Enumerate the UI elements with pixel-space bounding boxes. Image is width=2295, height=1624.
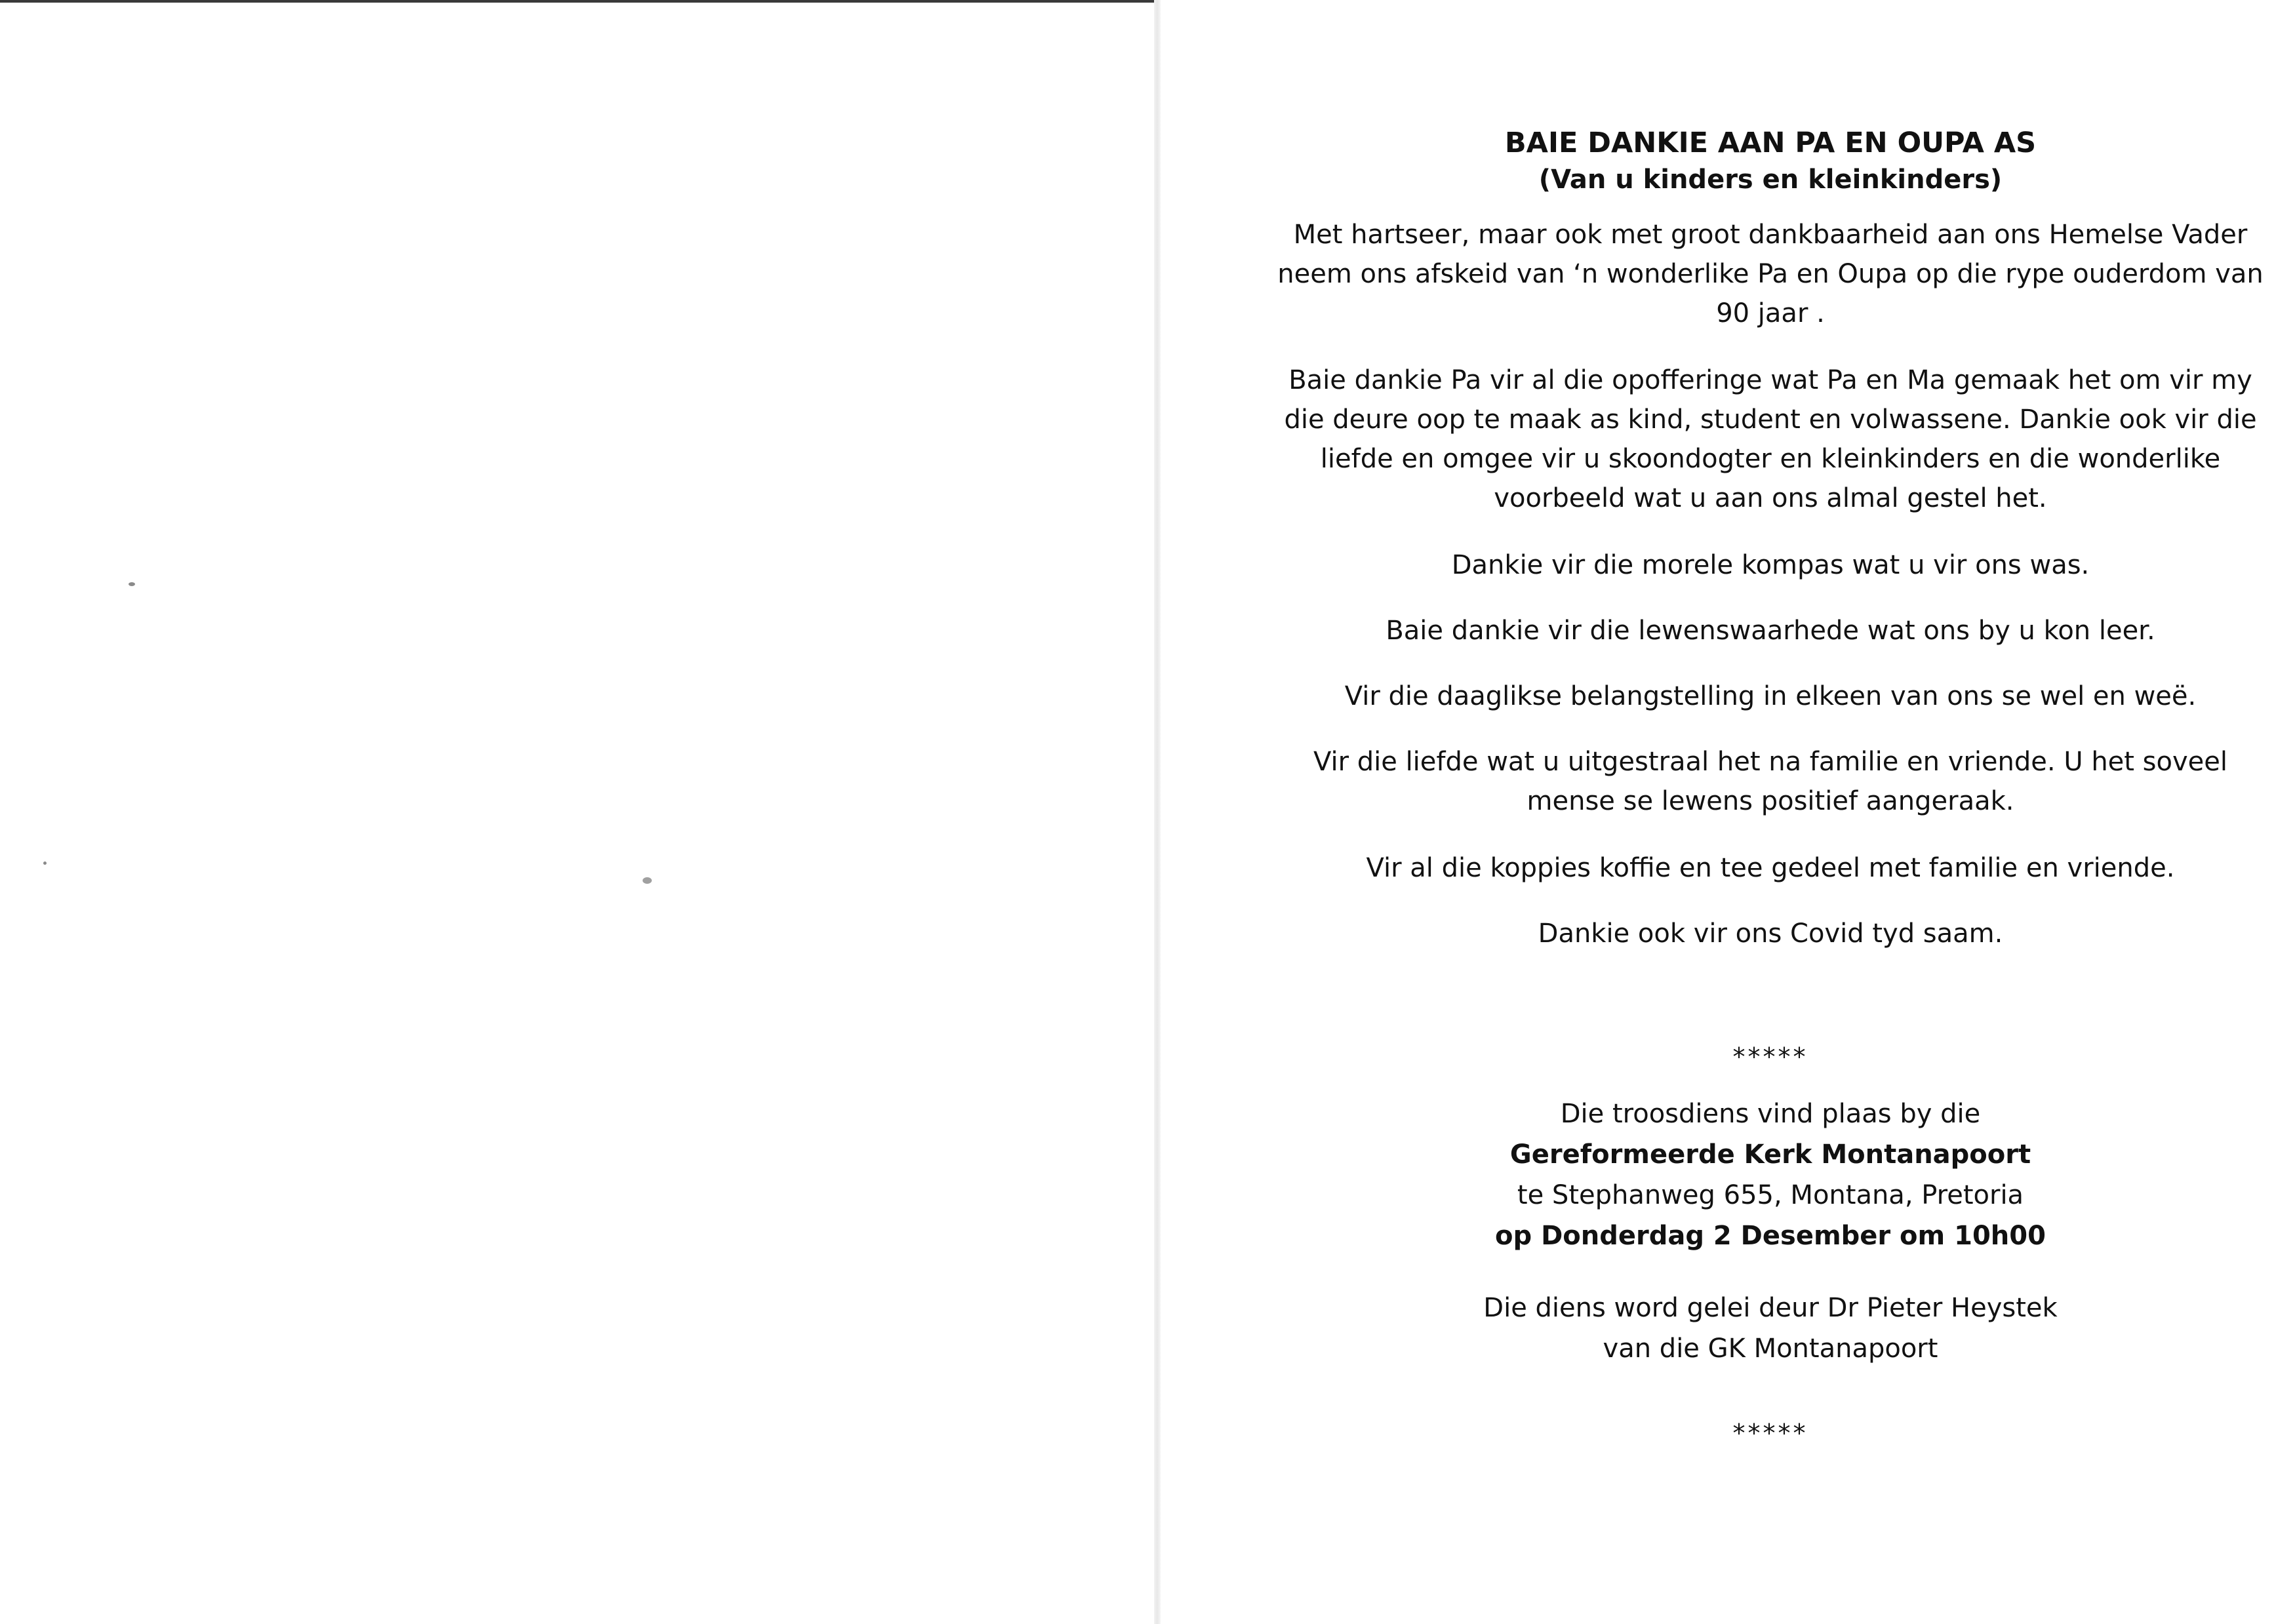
scan-speck (129, 582, 135, 586)
spacer (1266, 1256, 2275, 1288)
paragraph-life-truths: Baie dankie vir die lewenswaarhede wat ons by u kon leer. (1386, 616, 2155, 646)
message-content (1266, 125, 2275, 1452)
service-intro: Die troosdiens vind plaas by die (1560, 1099, 1981, 1129)
paragraph-covid-time: Dankie ook vir ons Covid tyd saam. (1538, 919, 2003, 949)
paragraph-daily-interest: Vir die daaglikse belangstelling in elkeen van ons se wel en weë. (1344, 681, 2197, 711)
paragraph-opening: Met hartseer, maar ook met groot dankbaarheid aan ons Hemelse Vader neem ons afskeid van ‘n wonderlike Pa en Oupa op die rype ouderdom van 90 jaar . (1277, 220, 2264, 328)
page-fold (1154, 0, 1161, 1624)
paragraph-coffee-tea: Vir al die koppies koffie en tee gedeel met familie en vriende. (1366, 853, 2175, 883)
service-church: Gereformeerde Kerk Montanapoort (1509, 1139, 2031, 1170)
scan-speck (43, 862, 47, 865)
service-officiant: Die diens word gelei deur Dr Pieter Heystek (1483, 1293, 2058, 1323)
service-officiant-church: van die GK Montanapoort (1603, 1334, 1938, 1364)
separator-stars-bottom: ***** (1732, 1419, 1808, 1448)
separator-stars: ***** (1732, 1042, 1808, 1071)
paragraph-moral-compass: Dankie vir die morele kompas wat u vir ons was. (1451, 550, 2090, 580)
paragraph-thanks-sacrifices: Baie dankie Pa vir al die opofferinge wat Pa en Ma gemaak het om vir my die deure oop te maak as kind, student en volwassene. Dankie ook vir die liefde en omgee vir u skoondogter en kleinkinders en die wonderlike voorbeeld wat u aan ons almal gestel het. (1284, 365, 2257, 513)
paragraph-love-radiated: Vir die liefde wat u uitgestraal het na familie en vriende. U het soveel mense se lewens positief aangeraak. (1313, 747, 2227, 816)
service-datetime: op Donderdag 2 Desember om 10h00 (1495, 1221, 2046, 1251)
service-address: te Stephanweg 655, Montana, Pretoria (1517, 1180, 2024, 1210)
page-subtitle: (Van u kinders en kleinkinders) (1538, 165, 2003, 195)
page-title: BAIE DANKIE AAN PA EN OUPA AS (1504, 127, 2037, 159)
left-page-blank (0, 3, 1154, 1624)
scan-speck (643, 877, 652, 884)
